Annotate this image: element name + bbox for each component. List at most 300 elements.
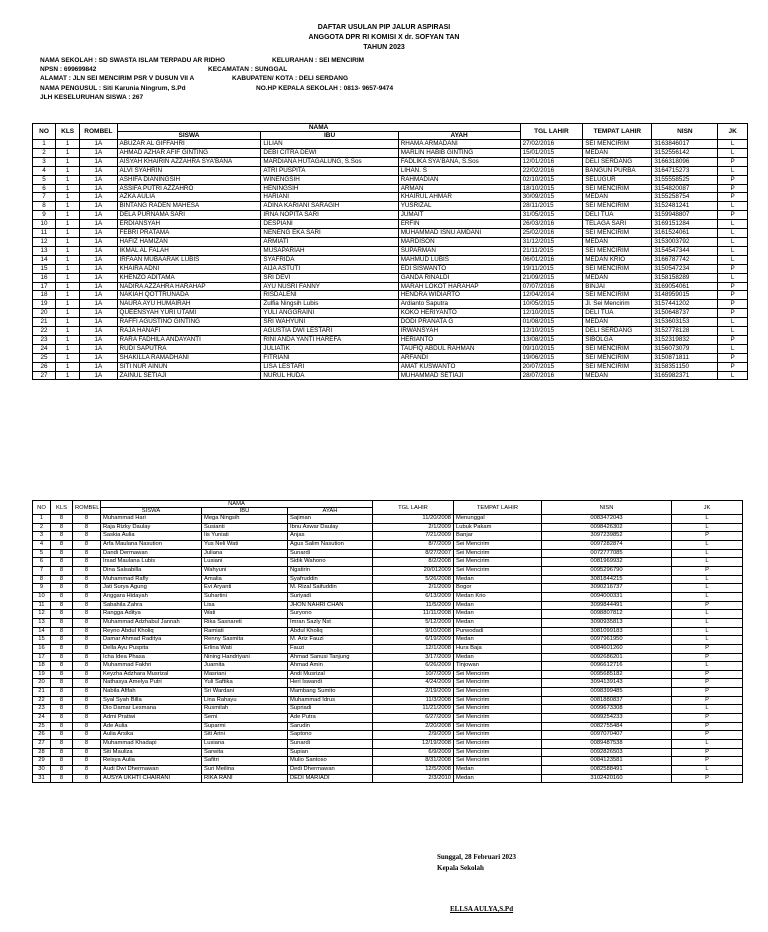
cell-tempat-lahir: MEDAN <box>583 371 652 380</box>
cell-siswa: Nathasya Amelya Putri <box>101 679 202 688</box>
header-kls: KLS <box>56 124 80 140</box>
cell-tempat-lahir: Medan <box>454 601 542 610</box>
cell-ibu: AYU NUSRI FANNY <box>261 282 398 291</box>
cell-jk: L <box>672 705 743 714</box>
cell-jk: L <box>718 202 748 211</box>
cell-nisn: 3169054061 <box>652 282 718 291</box>
cell-nisn: 3165982371 <box>652 371 718 380</box>
cell-no: 26 <box>33 362 56 371</box>
cell-kls: 8 <box>51 653 73 662</box>
cell-nisn: 0081969932 <box>542 558 672 567</box>
cell-ayah: LIHAN. S <box>398 166 520 175</box>
cell-ibu: Masriani <box>202 670 288 679</box>
cell-tgl-lahir: 8/7/2009 <box>373 540 454 549</box>
cell-jk: P <box>718 362 748 371</box>
table-row <box>33 229 748 238</box>
cell-no: 20 <box>33 309 56 318</box>
cell-rombel: 1A <box>80 175 117 184</box>
cell-rombel: 1A <box>80 157 117 166</box>
cell-rombel: 8 <box>73 714 101 723</box>
cell-siswa: Sabahila Zahra <box>101 601 202 610</box>
cell-tgl-lahir: 2/9/2009 <box>373 731 454 740</box>
cell-kls: 8 <box>51 679 73 688</box>
cell-no: 6 <box>33 558 51 567</box>
cell-ibu: Sarwita <box>202 748 288 757</box>
cell-ibu: Rika Sasnareti <box>202 618 288 627</box>
cell-no: 14 <box>33 627 51 636</box>
cell-nisn: 0081880837 <box>542 696 672 705</box>
cell-ibu: Renny Sasmita <box>202 636 288 645</box>
cell-ibu: Rusmilah <box>202 705 288 714</box>
cell-kls: 1 <box>56 264 80 273</box>
cell-rombel: 1A <box>80 353 117 362</box>
cell-rombel: 8 <box>73 696 101 705</box>
cell-jk: P <box>672 679 743 688</box>
cell-siswa: Audi Dwi Dhermawan <box>101 766 202 775</box>
cell-rombel: 8 <box>73 688 101 697</box>
kabupaten: KABUPATEN/ KOTA : DELI SERDANG <box>232 75 349 83</box>
table-row <box>33 220 748 229</box>
cell-tgl-lahir: 2/19/2009 <box>373 688 454 697</box>
cell-nisn: 0098399485 <box>542 688 672 697</box>
cell-ibu: AIJA ASTUTI <box>261 264 398 273</box>
cell-siswa: ALVI SYAHRIN <box>117 166 261 175</box>
cell-kls: 8 <box>51 540 73 549</box>
cell-ibu: Ramiati <box>202 627 288 636</box>
cell-siswa: Damar Ahmad Raditya <box>101 636 202 645</box>
cell-tempat-lahir: Sei Mencirim <box>454 670 542 679</box>
cell-no: 18 <box>33 662 51 671</box>
cell-jk: L <box>672 540 743 549</box>
cell-nisn: 0096612716 <box>542 662 672 671</box>
cell-siswa: Anggara Hidayah <box>101 592 202 601</box>
cell-ayah: MAHMUD LUBIS <box>398 255 520 264</box>
cell-nisn: 3090216737 <box>542 584 672 593</box>
cell-siswa: KHAIRA ADNI <box>117 264 261 273</box>
cell-ibu: Zulfia Ningsih Lubis <box>261 300 398 309</box>
cell-ayah: Fauzi <box>288 644 373 653</box>
cell-ayah: Saptono <box>288 731 373 740</box>
cell-nisn: 0099673308 <box>542 705 672 714</box>
cell-kls: 8 <box>51 532 73 541</box>
table-row <box>33 175 748 184</box>
cell-tgl-lahir: 6/13/2009 <box>373 592 454 601</box>
cell-tgl-lahir: 2/1/2009 <box>373 523 454 532</box>
cell-ayah: Ngatirin <box>288 566 373 575</box>
cell-rombel: 8 <box>73 515 101 524</box>
cell-ibu: Lina Rahayu <box>202 696 288 705</box>
cell-kls: 8 <box>51 601 73 610</box>
cell-no: 22 <box>33 696 51 705</box>
cell-ibu: NURUL HUDA <box>261 371 398 380</box>
cell-jk: L <box>672 592 743 601</box>
cell-siswa: NAKIAH QOTTRUNADA <box>117 291 261 300</box>
cell-jk: P <box>672 731 743 740</box>
cell-nisn: 0097282874 <box>542 540 672 549</box>
cell-tgl-lahir: 19/06/2015 <box>520 353 583 362</box>
table-row <box>33 193 748 202</box>
table-row <box>33 184 748 193</box>
cell-tempat-lahir: SEI MENCIRIM <box>583 353 652 362</box>
cell-ibu: HENINGSIH <box>261 184 398 193</box>
cell-nisn: 3150547234 <box>652 264 718 273</box>
cell-jk: L <box>718 148 748 157</box>
cell-tgl-lahir: 25/02/2016 <box>520 229 583 238</box>
cell-ibu: Iis Yuniati <box>202 532 288 541</box>
cell-no: 25 <box>33 722 51 731</box>
cell-ayah: Suriyadi <box>288 592 373 601</box>
cell-tempat-lahir: SELUGUR <box>583 175 652 184</box>
cell-ayah: Sarudin <box>288 722 373 731</box>
cell-ibu: ARMIATI <box>261 237 398 246</box>
header-no: NO <box>33 124 56 140</box>
cell-rombel: 1A <box>80 193 117 202</box>
cell-kls: 8 <box>51 740 73 749</box>
cell-rombel: 1A <box>80 140 117 149</box>
cell-no: 27 <box>33 371 56 380</box>
cell-jk: L <box>718 237 748 246</box>
cell-siswa: Dina Salsabilla <box>101 566 202 575</box>
cell-nisn: 0094000331 <box>542 592 672 601</box>
cell-jk: L <box>672 549 743 558</box>
cell-ayah: Ahmad Amin <box>288 662 373 671</box>
cell-rombel: 1A <box>80 273 117 282</box>
cell-kls: 8 <box>51 731 73 740</box>
cell-ibu: YULI ANGGRAINI <box>261 309 398 318</box>
cell-tempat-lahir: MEDAN <box>583 318 652 327</box>
table-row <box>33 309 748 318</box>
cell-nisn: 3094139143 <box>542 679 672 688</box>
cell-siswa: Icha Idea Phasa <box>101 653 202 662</box>
cell-nisn: 3152319832 <box>652 335 718 344</box>
cell-siswa: RAJA HANAFI <box>117 327 261 336</box>
cell-kls: 1 <box>56 318 80 327</box>
cell-no: 23 <box>33 705 51 714</box>
cell-ibu: RISDALENI <box>261 291 398 300</box>
cell-rombel: 1A <box>80 362 117 371</box>
cell-jk: P <box>718 335 748 344</box>
cell-tgl-lahir: 12/10/2015 <box>520 327 583 336</box>
cell-nisn: 3159948807 <box>652 211 718 220</box>
cell-ayah: MARAH LOKOT HARAHAP <box>398 282 520 291</box>
cell-tgl-lahir: 15/01/2015 <box>520 148 583 157</box>
header-siswa: SISWA <box>101 508 202 515</box>
cell-nisn: 0097070407 <box>542 731 672 740</box>
cell-kls: 1 <box>56 175 80 184</box>
alamat: ALAMAT : JLN SEI MENCIRIM PSR V DUSUN VII A <box>40 75 195 83</box>
cell-nisn: 3081844215 <box>542 575 672 584</box>
table-row <box>33 515 743 524</box>
signature-place-date: Sunggal, 28 Februari 2023 <box>437 853 516 861</box>
cell-ibu: Evi Aryanti <box>202 584 288 593</box>
table-row <box>33 618 743 627</box>
cell-tgl-lahir: 11/3/2008 <box>373 696 454 705</box>
cell-ayah: Dedi Dhermawan <box>288 766 373 775</box>
cell-rombel: 8 <box>73 523 101 532</box>
cell-siswa: ASSIFA PUTRI AZZAHRO <box>117 184 261 193</box>
cell-no: 10 <box>33 220 56 229</box>
cell-kls: 1 <box>56 246 80 255</box>
cell-tempat-lahir: BINJAI <box>583 282 652 291</box>
cell-ibu: AGUSTIA DWI LESTARI <box>261 327 398 336</box>
cell-siswa: ABUZAR AL GIFFAHRI <box>117 140 261 149</box>
cell-siswa: Muhammad Rafly <box>101 575 202 584</box>
cell-rombel: 8 <box>73 731 101 740</box>
cell-jk: L <box>718 220 748 229</box>
cell-no: 16 <box>33 273 56 282</box>
cell-tgl-lahir: 2/1/2009 <box>373 584 454 593</box>
cell-rombel: 1A <box>80 255 117 264</box>
cell-no: 25 <box>33 353 56 362</box>
cell-siswa: Arfa Maulana Nasution <box>101 540 202 549</box>
table-row <box>33 202 748 211</box>
cell-kls: 1 <box>56 362 80 371</box>
cell-ayah: Heri Iswandi <box>288 679 373 688</box>
cell-tempat-lahir: Lubuk Pakam <box>454 523 542 532</box>
cell-ibu: Semi <box>202 714 288 723</box>
cell-tempat-lahir: Tinjowan <box>454 662 542 671</box>
table-row <box>33 636 743 645</box>
cell-rombel: 8 <box>73 566 101 575</box>
cell-kls: 1 <box>56 184 80 193</box>
cell-ibu: SRI DEVI <box>261 273 398 282</box>
cell-nisn: 3153003792 <box>652 237 718 246</box>
table-row <box>33 335 748 344</box>
cell-rombel: 8 <box>73 679 101 688</box>
cell-rombel: 1A <box>80 229 117 238</box>
signature-name: ELLSA AULYA,S.Pd <box>450 905 514 913</box>
cell-tgl-lahir: 26/03/2016 <box>520 220 583 229</box>
cell-ibu: Suri Meilina <box>202 766 288 775</box>
cell-tempat-lahir: SEI MENCIRIM <box>583 202 652 211</box>
table-row <box>33 246 748 255</box>
table-row <box>33 610 743 619</box>
cell-rombel: 1A <box>80 291 117 300</box>
cell-no: 4 <box>33 166 56 175</box>
cell-jk: P <box>718 282 748 291</box>
header-nama: NAMA <box>101 501 373 508</box>
cell-tempat-lahir: Medan <box>454 610 542 619</box>
table-row <box>33 273 748 282</box>
table-row <box>33 291 748 300</box>
cell-jk: L <box>718 344 748 353</box>
cell-nisn: 0099254233 <box>542 714 672 723</box>
table-row <box>33 627 743 636</box>
cell-rombel: 8 <box>73 592 101 601</box>
cell-tempat-lahir: Jl. Sei Mencirim <box>583 300 652 309</box>
cell-tempat-lahir: Purwodadi <box>454 627 542 636</box>
cell-nisn: 3150648737 <box>652 309 718 318</box>
cell-tgl-lahir: 09/10/2015 <box>520 344 583 353</box>
cell-nisn: 3152481241 <box>652 202 718 211</box>
cell-nisn: 0095685182 <box>542 670 672 679</box>
cell-ayah: ERFIN <box>398 220 520 229</box>
cell-ayah: EDI SISWANTO <box>398 264 520 273</box>
header-rombel: ROMBEL <box>80 124 117 140</box>
cell-ibu: Suparmi <box>202 722 288 731</box>
cell-jk: P <box>672 670 743 679</box>
cell-ayah: DEDI MARIADI <box>288 774 373 783</box>
cell-kls: 1 <box>56 229 80 238</box>
cell-rombel: 8 <box>73 644 101 653</box>
cell-jk: L <box>672 515 743 524</box>
cell-tempat-lahir: SEI MENCIRIM <box>583 362 652 371</box>
cell-tempat-lahir: Bogor <box>454 584 542 593</box>
cell-jk: P <box>672 774 743 783</box>
cell-ibu: Yuli Saftika <box>202 679 288 688</box>
cell-tgl-lahir: 6/26/2009 <box>373 662 454 671</box>
cell-rombel: 8 <box>73 618 101 627</box>
cell-siswa: Aulia Arsika <box>101 731 202 740</box>
table-row <box>33 255 748 264</box>
cell-siswa: IKMAL AL FALAH <box>117 246 261 255</box>
cell-kls: 1 <box>56 335 80 344</box>
cell-siswa: Nabila Afifah <box>101 688 202 697</box>
cell-no: 29 <box>33 757 51 766</box>
table-row <box>33 540 743 549</box>
cell-siswa: Raja Rizky Daulay <box>101 523 202 532</box>
cell-siswa: Muhammad Adzhabul Jannah <box>101 618 202 627</box>
cell-nisn: 3148959015 <box>652 291 718 300</box>
cell-no: 10 <box>33 592 51 601</box>
cell-tgl-lahir: 30/09/2015 <box>520 193 583 202</box>
cell-kls: 1 <box>56 300 80 309</box>
cell-jk: P <box>718 184 748 193</box>
cell-tgl-lahir: 6/27/2009 <box>373 714 454 723</box>
cell-jk: P <box>718 264 748 273</box>
cell-nisn: 0084601260 <box>542 644 672 653</box>
cell-siswa: Rangga Aditya <box>101 610 202 619</box>
cell-jk: L <box>718 327 748 336</box>
cell-no: 23 <box>33 335 56 344</box>
header-nama: NAMA <box>117 124 520 132</box>
cell-ayah: Suryono <box>288 610 373 619</box>
cell-tgl-lahir: 3/17/2009 <box>373 653 454 662</box>
cell-kls: 8 <box>51 558 73 567</box>
cell-tgl-lahir: 11/20/2008 <box>373 515 454 524</box>
table-row <box>33 766 743 775</box>
cell-nisn: 3097239852 <box>542 532 672 541</box>
cell-rombel: 8 <box>73 722 101 731</box>
table-row <box>33 662 743 671</box>
cell-jk: P <box>672 653 743 662</box>
cell-ayah: Muhammad Idrus <box>288 696 373 705</box>
cell-rombel: 8 <box>73 748 101 757</box>
cell-ibu: Siti Arini <box>202 731 288 740</box>
cell-nisn: 0095296790 <box>542 566 672 575</box>
cell-ibu: DESPIANI <box>261 220 398 229</box>
cell-no: 7 <box>33 566 51 575</box>
cell-tgl-lahir: 01/08/2015 <box>520 318 583 327</box>
cell-no: 24 <box>33 344 56 353</box>
cell-ibu: Safitri <box>202 757 288 766</box>
table-row <box>33 558 743 567</box>
cell-ayah: Sunardi <box>288 549 373 558</box>
cell-no: 15 <box>33 264 56 273</box>
cell-tgl-lahir: 18/10/2015 <box>520 184 583 193</box>
cell-jk: L <box>672 618 743 627</box>
cell-ibu: Lusiana <box>202 740 288 749</box>
cell-tempat-lahir: MEDAN <box>583 193 652 202</box>
cell-nisn: 3158158289 <box>652 273 718 282</box>
cell-jk: P <box>672 748 743 757</box>
cell-ibu: MUSAPARIAH <box>261 246 398 255</box>
table-row <box>33 592 743 601</box>
cell-tempat-lahir: Sei Mencirim <box>454 696 542 705</box>
cell-siswa: Muhammad Hari <box>101 515 202 524</box>
cell-jk: L <box>718 140 748 149</box>
cell-kls: 8 <box>51 636 73 645</box>
cell-tempat-lahir: Medan <box>454 774 542 783</box>
cell-ibu: Suhartini <box>202 592 288 601</box>
cell-siswa: Jati Surya Agung <box>101 584 202 593</box>
cell-siswa: Muhammad Fakhri <box>101 662 202 671</box>
cell-nisn: 3150871811 <box>652 353 718 362</box>
cell-kls: 8 <box>51 549 73 558</box>
cell-ayah: MARDISON <box>398 237 520 246</box>
cell-tgl-lahir: 5/26/2008 <box>373 575 454 584</box>
table-row <box>33 237 748 246</box>
cell-jk: L <box>672 740 743 749</box>
cell-kls: 8 <box>51 705 73 714</box>
cell-siswa: RUDI SAPUTRA <box>117 344 261 353</box>
cell-siswa: QUEENSYAH YURI UTAMI <box>117 309 261 318</box>
table-row <box>33 670 743 679</box>
cell-tempat-lahir: Banjar <box>454 532 542 541</box>
cell-jk: P <box>672 688 743 697</box>
cell-ibu: Wati <box>202 610 288 619</box>
cell-jk: L <box>718 255 748 264</box>
cell-ayah: KOKO HERIYANTO <box>398 309 520 318</box>
cell-no: 4 <box>33 540 51 549</box>
cell-no: 27 <box>33 740 51 749</box>
cell-no: 30 <box>33 766 51 775</box>
cell-no: 31 <box>33 774 51 783</box>
cell-kls: 8 <box>51 610 73 619</box>
table-row <box>33 757 743 766</box>
cell-no: 14 <box>33 255 56 264</box>
cell-siswa: KHENZO ADITAMA <box>117 273 261 282</box>
cell-jk: L <box>672 558 743 567</box>
cell-jk: P <box>718 157 748 166</box>
total-students: JLH KESELURUHAN SISWA : 267 <box>40 93 144 101</box>
cell-rombel: 1A <box>80 300 117 309</box>
cell-no: 3 <box>33 532 51 541</box>
cell-siswa: Irsad Maulana Lubis <box>101 558 202 567</box>
cell-nisn: 3156073079 <box>652 344 718 353</box>
cell-nisn: 3166318096 <box>652 157 718 166</box>
cell-jk: L <box>672 523 743 532</box>
cell-rombel: 1A <box>80 211 117 220</box>
cell-ibu: RINI ANDA YANTI HAREFA <box>261 335 398 344</box>
cell-nisn: 0092686201 <box>542 653 672 662</box>
cell-jk: P <box>672 601 743 610</box>
cell-ayah: RAHMADIAN <box>398 175 520 184</box>
cell-siswa: DELA PURNAMA SARI <box>117 211 261 220</box>
header-tempat-lahir: TEMPAT LAHIR <box>583 124 652 140</box>
cell-jk: P <box>672 566 743 575</box>
cell-siswa: SHAKILLA RAMADHANI <box>117 353 261 362</box>
cell-rombel: 1A <box>80 148 117 157</box>
cell-tgl-lahir: 6/19/2009 <box>373 636 454 645</box>
pengusul: NAMA PENGUSUL : Siti Karunia Ningrum, S.Pd <box>40 84 186 92</box>
cell-jk: L <box>718 166 748 175</box>
cell-ayah: SUPARMAN <box>398 246 520 255</box>
cell-tgl-lahir: 12/19/2008 <box>373 740 454 749</box>
header-ibu: IBU <box>261 132 398 140</box>
cell-tempat-lahir: Sei Mencirim <box>454 705 542 714</box>
cell-no: 15 <box>33 636 51 645</box>
